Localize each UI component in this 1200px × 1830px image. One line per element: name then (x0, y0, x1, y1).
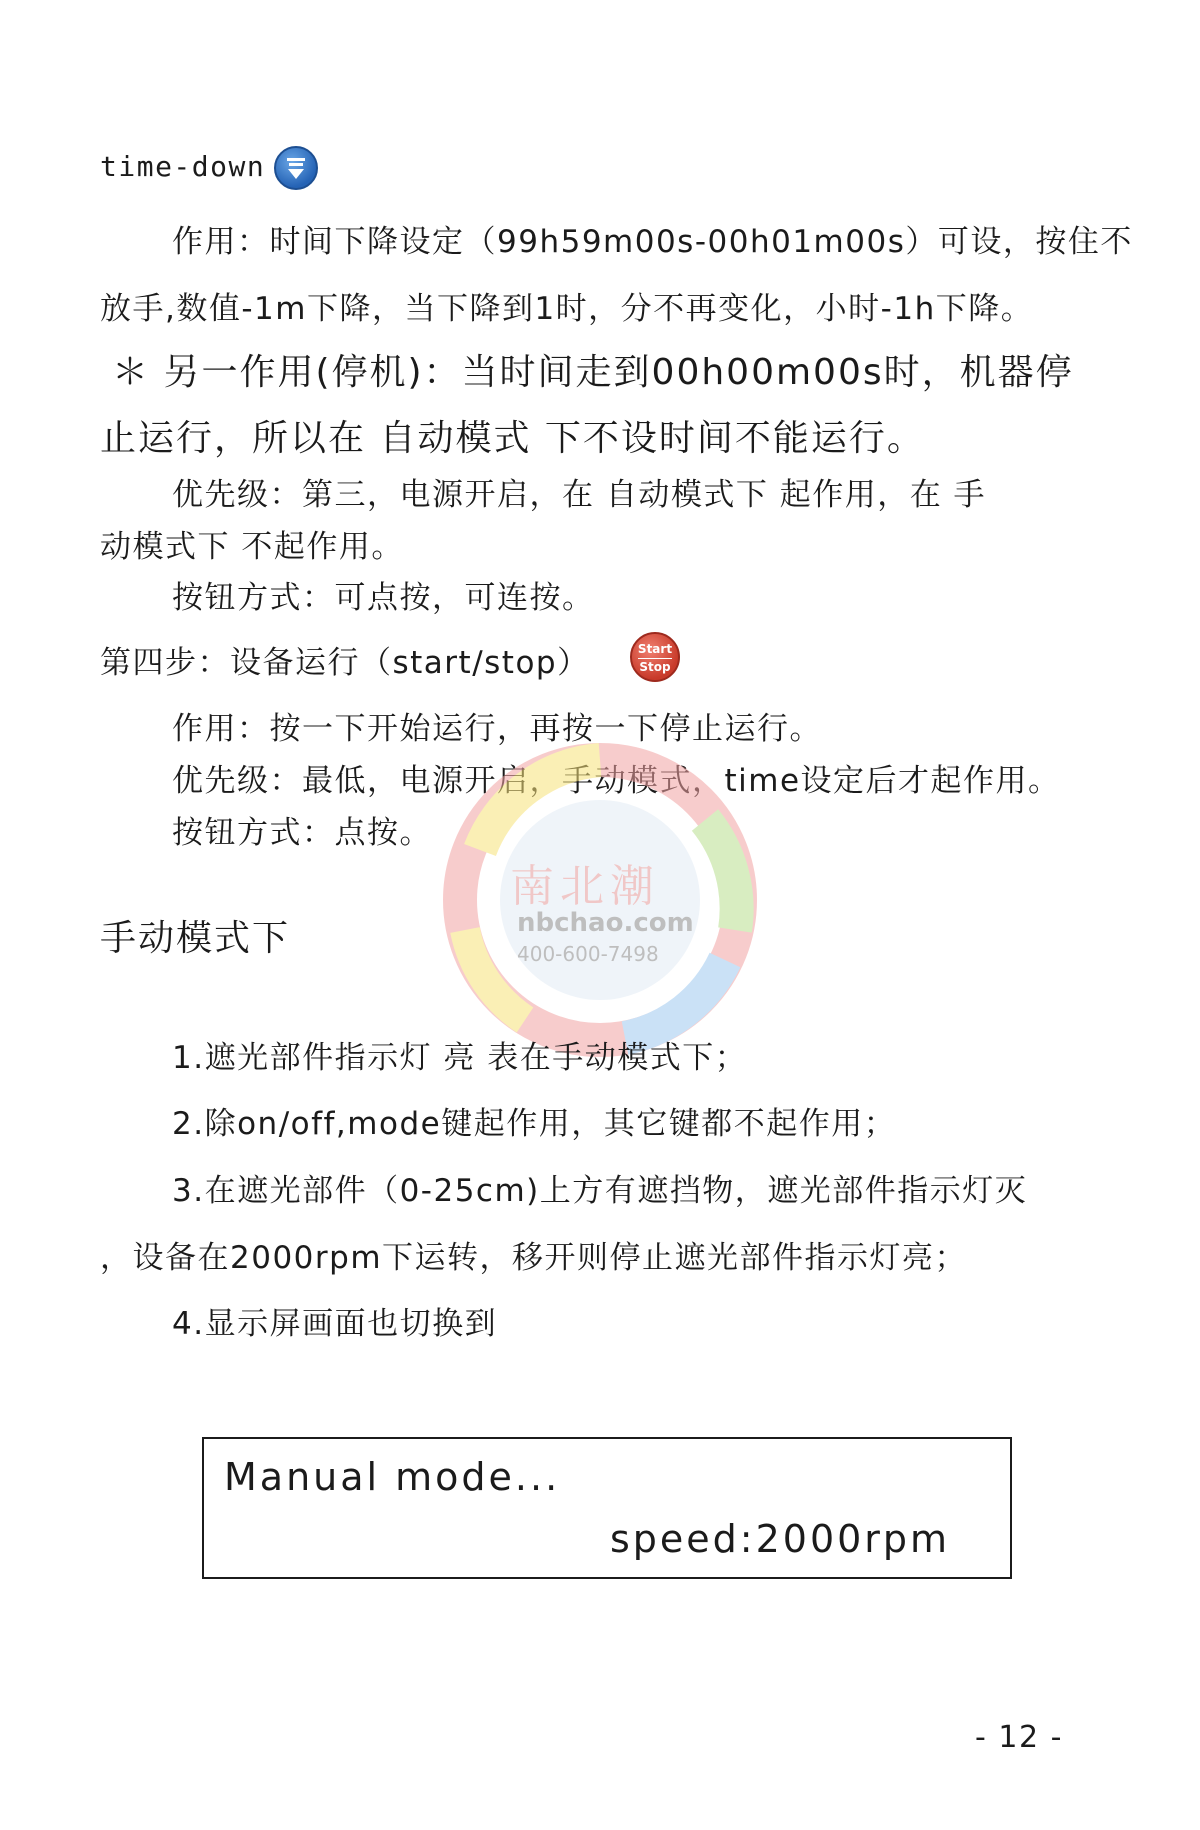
manual-item-4: 4.显示屏画面也切换到 (172, 1306, 498, 1342)
arrow-down-glyph (276, 148, 316, 188)
watermark-phone: 400-600-7498 (517, 942, 659, 966)
manual-item-3-line2: ，设备在2000rpm下运转，移开则停止遮光部件指示灯亮； (100, 1240, 968, 1276)
manual-item-2: 2.除on/off,mode键起作用，其它键都不起作用； (172, 1106, 897, 1142)
manual-heading: 手动模式下 (100, 918, 291, 959)
timedown-heading: time-down (100, 150, 266, 183)
stop-label: Stop (639, 660, 671, 674)
start-stop-divider (638, 658, 672, 659)
start-stop-icon[interactable] (630, 632, 680, 682)
manual-item-1: 1.遮光部件指示灯 亮 表在手动模式下； (172, 1040, 748, 1076)
display-line1: Manual mode... (224, 1455, 561, 1499)
step4-function: 作用：按一下开始运行，再按一下停止运行。 (172, 711, 822, 747)
step4-heading: 第四步：设备运行（start/stop） (100, 645, 590, 681)
timedown-priority-line2: 动模式下 不起作用。 (100, 529, 404, 565)
display-screen (202, 1437, 1012, 1579)
step4-priority: 优先级：最低，电源开启，手动模式，time设定后才起作用。 (172, 763, 1061, 799)
display-line2: speed:2000rpm (610, 1517, 951, 1561)
timedown-function-line2: 放手,数值-1m下降，当下降到1时，分不再变化，小时-1h下降。 (100, 291, 1034, 327)
timedown-note-line2: 止运行，所以在 自动模式 下不设时间不能运行。 (100, 418, 925, 459)
timedown-priority-line1: 优先级：第三，电源开启，在 自动模式下 起作用，在 手 (172, 477, 987, 513)
timedown-function-line1: 作用：时间下降设定（99h59m00s-00h01m00s）可设，按住不 (172, 224, 1133, 260)
page-number: - 12 - (975, 1720, 1063, 1755)
start-label: Start (637, 642, 673, 656)
arrow-down-icon[interactable] (274, 146, 318, 190)
manual-item-3-line1: 3.在遮光部件（0-25cm)上方有遮挡物，遮光部件指示灯灭 (172, 1173, 1028, 1209)
watermark-brand: 南北潮 (510, 861, 660, 912)
timedown-button-mode: 按钮方式：可点按，可连按。 (172, 580, 595, 616)
step4-button-mode: 按钮方式：点按。 (172, 815, 432, 851)
watermark-site: nbchao.com (517, 908, 694, 938)
timedown-note-line1: ＊ 另一作用(停机)：当时间走到00h00m00s时，机器停 (112, 352, 1074, 393)
